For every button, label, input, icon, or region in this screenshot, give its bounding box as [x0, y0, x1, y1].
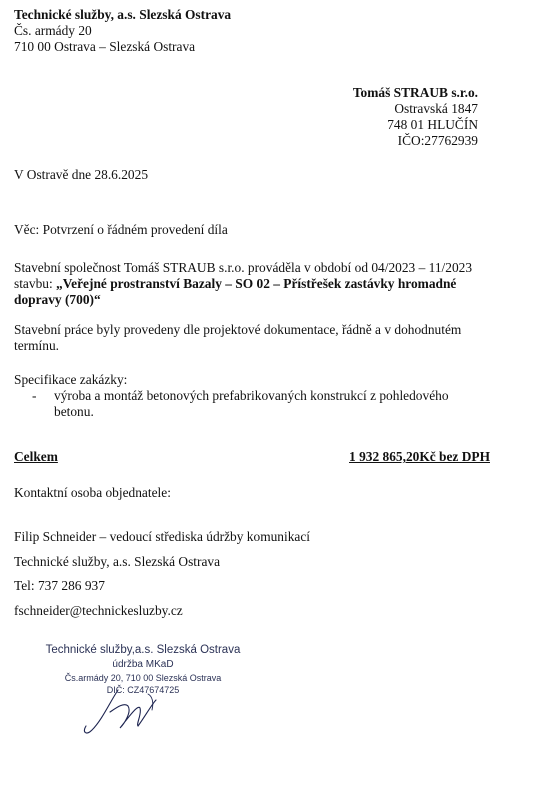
list-bullet: - [32, 388, 37, 403]
project-name: „Veřejné prostranství Bazaly – SO 02 – Přístřešek zastávky hromadné dopravy (700)“ [14, 276, 457, 307]
sender-street: Čs. armády 20 [14, 23, 92, 38]
specification-label: Specifikace zakázky: [14, 372, 128, 387]
specification [14, 372, 504, 420]
total-line [14, 449, 490, 465]
paragraph-completion: Stavební práce byly provedeny dle projektové dokumentace, řádně a v dohodnutém termínu. [14, 322, 462, 353]
contact-details [14, 525, 310, 623]
contact-email: fschneider@technickesluzby.cz [14, 602, 183, 618]
paragraph-intro: Stavební společnost Tomáš STRAUB s.r.o. prováděla v období od 04/2023 – 11/2023 stavbu: [14, 260, 473, 291]
contact-label: Kontaktní osoba objednatele: [14, 485, 171, 500]
sender-name: Technické služby, a.s. Slezská Ostrava [14, 7, 232, 22]
sender-city: 710 00 Ostrava – Slezská Ostrava [14, 39, 196, 54]
list-item-text: výroba a montáž betonových prefabrikovaných konstrukcí z pohledového betonu. [54, 388, 449, 419]
recipient-ico: IČO:27762939 [397, 133, 478, 148]
paragraph-construction [14, 260, 504, 308]
stamp-company: Technické služby,a.s. Slezská Ostrava [45, 644, 241, 656]
recipient-name: Tomáš STRAUB s.r.o. [352, 85, 478, 100]
recipient-street: Ostravská 1847 [394, 101, 478, 116]
date-line: V Ostravě dne 28.6.2025 [14, 167, 149, 182]
handwritten-signature [80, 682, 190, 742]
subject-line: Věc: Potvrzení o řádném provedení díla [14, 222, 228, 237]
stamp-department: údržba MKaD [112, 659, 174, 670]
contact-phone: Tel: 737 286 937 [14, 578, 105, 593]
list-item [32, 388, 504, 420]
contact-organization: Technické služby, a.s. Slezská Ostrava [14, 553, 221, 569]
stamp-tax-id: DIČ: CZ47674725 [106, 685, 180, 695]
recipient-address [353, 85, 478, 149]
sender-address [14, 7, 231, 55]
contact-person: Filip Schneider – vedoucí střediska údržby komunikací [14, 529, 311, 544]
total-label: Celkem [14, 449, 58, 464]
stamp-address: Čs.armády 20, 710 00 Slezská Ostrava [64, 673, 222, 683]
total-value: 1 932 865,20Kč bez DPH [349, 449, 490, 464]
recipient-city: 748 01 HLUČÍN [387, 117, 478, 132]
